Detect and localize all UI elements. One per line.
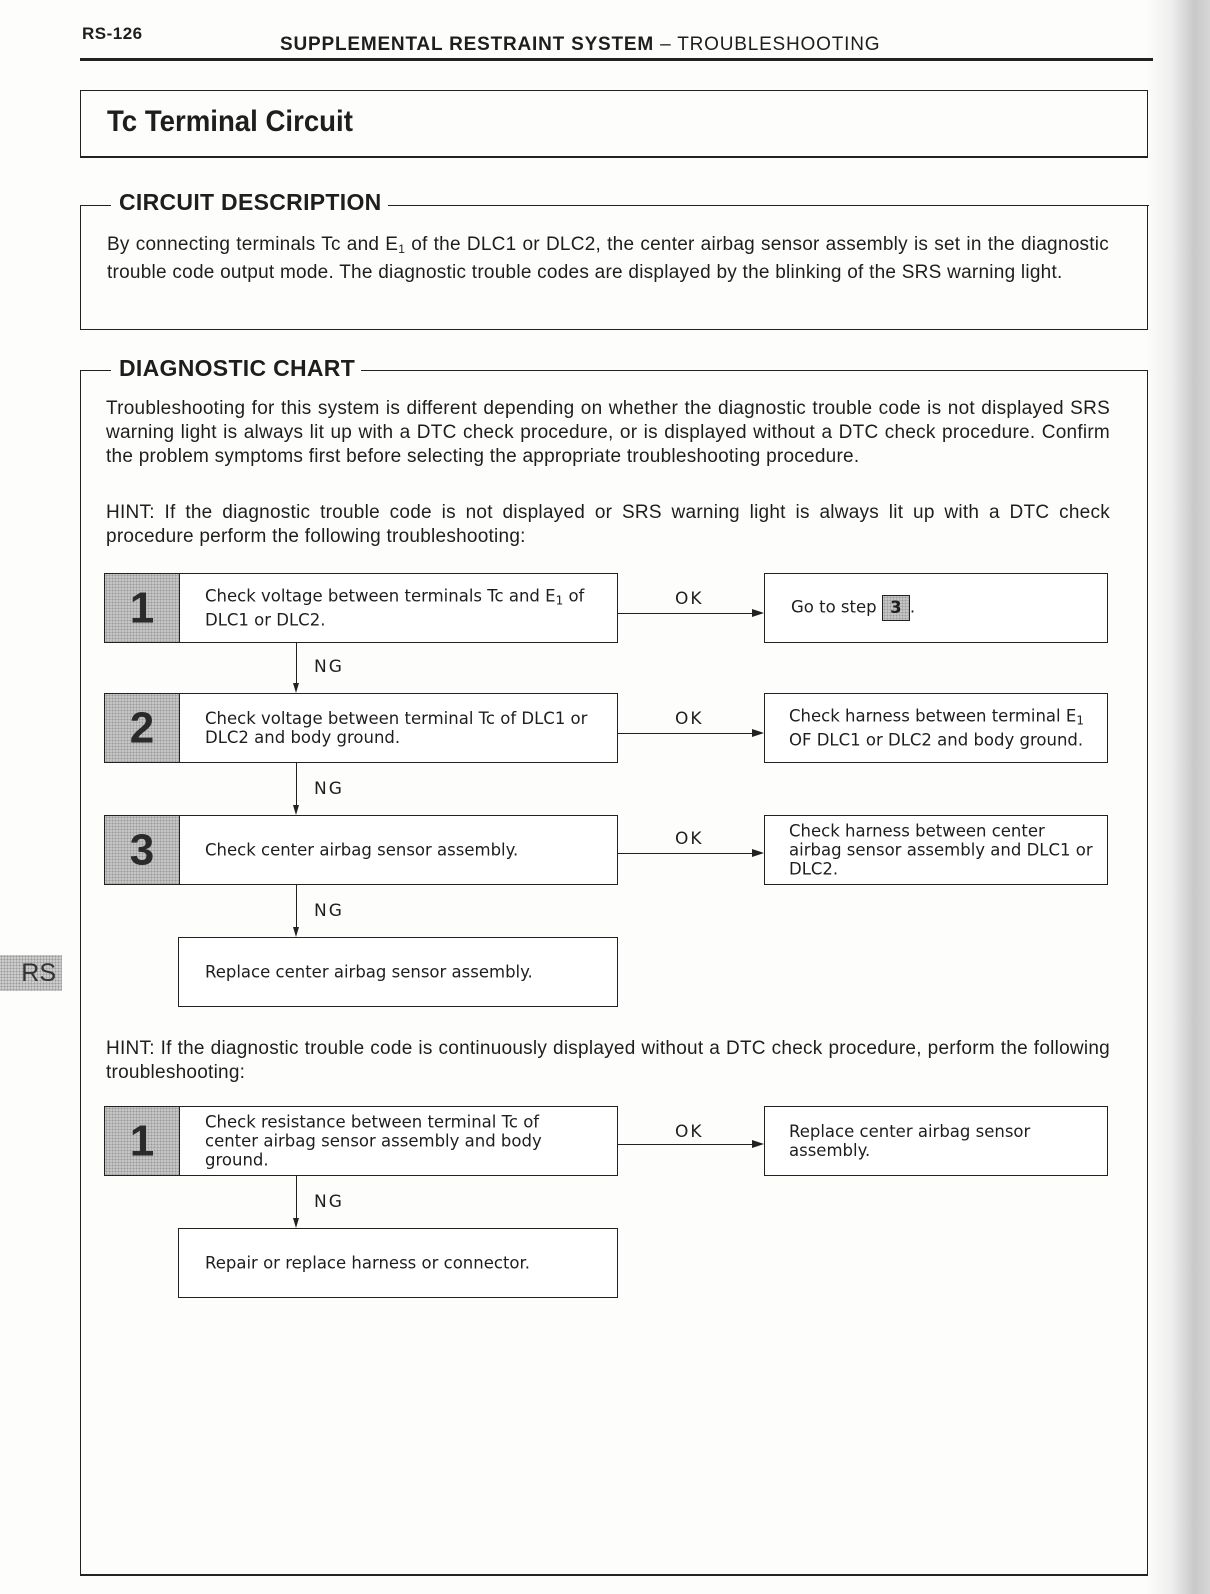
flow2-step-1-ok-result <box>764 1106 1108 1176</box>
step-number: 3 <box>129 825 155 875</box>
text-part: OF DLC1 or DLC2 and body ground. <box>789 730 1084 750</box>
text-part: Check harness between terminal E <box>789 706 1077 726</box>
step-number: 1 <box>129 583 155 633</box>
arrow-right-icon <box>752 609 764 617</box>
header-rule <box>80 58 1153 61</box>
step-text: Check center airbag sensor assembly. <box>205 840 519 860</box>
text-part: of the DLC1 or DLC2, the center airbag sensor assembly is set in the diagnostic trouble code output mode. The diagnostic trouble codes are displayed by the blinking of the SRS warning light. <box>107 234 1110 283</box>
flow1-step-2 <box>104 693 618 763</box>
step-number: 1 <box>129 1116 155 1166</box>
step-text: Check voltage between terminal Tc of DLC1 or DLC2 and body ground. <box>205 709 588 747</box>
step-number: 2 <box>129 703 155 753</box>
step-number-tile <box>105 574 180 642</box>
diagnostic-chart-section <box>80 355 1148 1576</box>
ok-connector <box>618 853 752 854</box>
arrow-down-icon <box>293 1218 299 1228</box>
ok-label: OK <box>675 829 704 849</box>
arrow-right-icon <box>752 849 764 857</box>
page-number: RS-126 <box>82 24 143 43</box>
flow1-step-3-ok-result <box>764 815 1108 885</box>
flow1-step-3 <box>104 815 618 885</box>
ng-connector <box>296 763 297 805</box>
final-action-text: Repair or replace harness or connector. <box>205 1253 531 1273</box>
running-head-section: TROUBLESHOOTING <box>677 34 881 55</box>
hint-2: HINT: If the diagnostic trouble code is continuously displayed without a DTC check procedure, perform the following troubleshooting: <box>106 1038 1110 1083</box>
ng-connector <box>296 885 297 927</box>
section-tab-rs <box>0 955 62 991</box>
section-tab-label: RS <box>21 959 56 987</box>
ng-connector <box>296 1176 297 1218</box>
running-head-separator: – <box>654 34 678 55</box>
ok-label: OK <box>675 1122 704 1142</box>
ok-connector <box>618 1144 752 1145</box>
page-edge-shadow <box>1146 0 1210 1594</box>
ng-label: NG <box>314 1192 344 1212</box>
result-text: Replace center airbag sensor assembly. <box>789 1122 1031 1160</box>
diagnostic-chart-heading: DIAGNOSTIC CHART <box>111 355 361 382</box>
text-part: By connecting terminals Tc and E <box>107 234 399 255</box>
ok-connector <box>618 733 752 734</box>
title-box <box>80 90 1148 158</box>
arrow-down-icon <box>293 805 299 815</box>
ng-label: NG <box>314 657 344 677</box>
step-text <box>205 587 609 630</box>
step-number-tile <box>105 694 180 762</box>
flow1-final-action <box>178 937 618 1007</box>
flow1-step-1 <box>104 573 618 643</box>
text-part: Go to step <box>791 597 882 617</box>
circuit-description-text <box>107 233 1109 285</box>
ok-connector <box>618 613 752 614</box>
step-text: Check resistance between terminal Tc of center airbag sensor assembly and body ground. <box>205 1112 542 1170</box>
text-part: of DLC1 or DLC2. <box>205 586 585 630</box>
flow1-step-1-ok-result <box>764 573 1108 643</box>
text-part: Check voltage between terminals Tc and E <box>205 586 556 606</box>
result-text <box>789 707 1099 750</box>
step-number-tile <box>105 816 180 884</box>
ng-label: NG <box>314 779 344 799</box>
arrow-right-icon <box>752 729 764 737</box>
hint-1: HINT: If the diagnostic trouble code is not displayed or SRS warning light is always lit up with a DTC check procedure perform the following troubleshooting: <box>106 502 1110 547</box>
arrow-down-icon <box>293 927 299 937</box>
running-head-system: SUPPLEMENTAL RESTRAINT SYSTEM <box>280 34 655 55</box>
subscript: 1 <box>1076 713 1084 728</box>
flow2-final-action <box>178 1228 618 1298</box>
step-reference[interactable]: 3 <box>882 595 910 621</box>
ok-label: OK <box>675 709 704 729</box>
subscript: 1 <box>398 242 406 256</box>
result-text: Check harness between center airbag sensor assembly and DLC1 or DLC2. <box>789 821 1093 879</box>
flow2-step-1 <box>104 1106 618 1176</box>
running-head <box>280 34 880 56</box>
subscript: 1 <box>555 593 564 608</box>
result-text <box>791 595 1099 621</box>
final-action-text: Replace center airbag sensor assembly. <box>205 962 533 982</box>
arrow-down-icon <box>293 683 299 693</box>
ng-connector <box>296 643 297 683</box>
ng-label: NG <box>314 901 344 921</box>
circuit-description-heading: CIRCUIT DESCRIPTION <box>111 189 388 216</box>
text-part: . <box>909 597 916 617</box>
arrow-right-icon <box>752 1140 764 1148</box>
step-number-tile <box>105 1107 180 1175</box>
page-title: Tc Terminal Circuit <box>107 105 353 138</box>
circuit-description-section <box>80 189 1148 330</box>
flow1-step-2-ok-result <box>764 693 1108 763</box>
ok-label: OK <box>675 589 704 609</box>
diagnostic-intro: Troubleshooting for this system is different depending on whether the diagnostic trouble code is not displayed SRS warning light is always lit up with a DTC check procedure, or is displayed without a DTC check procedure. Confirm the problem symptoms first before selecting the appropriate troubleshooting procedure. <box>106 398 1110 467</box>
